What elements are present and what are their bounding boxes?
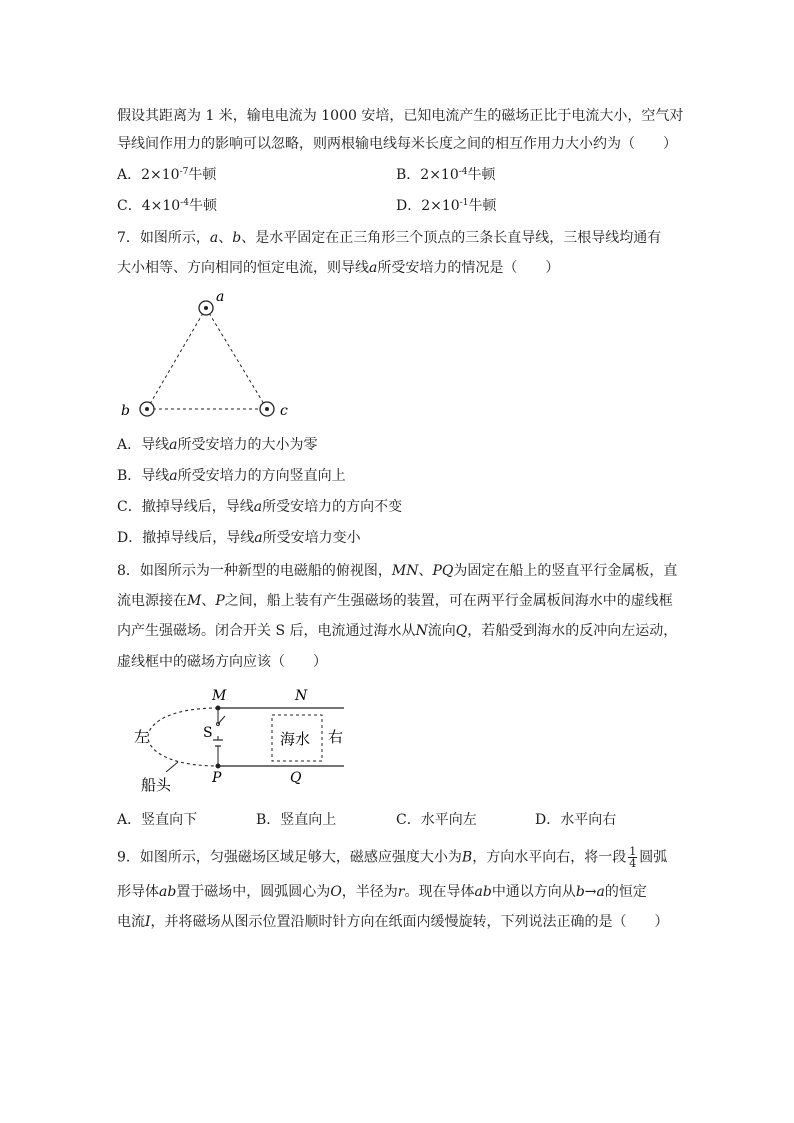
q6-option-d: D．$2\times 10^{-1}$牛顿: [396, 198, 497, 214]
q8-stem-line2: 流电源接在M、P之间，船上装有产生强磁场的装置，可在两平行金属板间海水中的虚线框: [117, 593, 673, 609]
q7-triangle-figure: [112, 288, 302, 423]
wire-c-current-out-icon: [260, 402, 274, 416]
triangle-side-ac: [206, 308, 267, 409]
label-switch-s: S: [203, 725, 213, 741]
label-seawater: 海水: [280, 730, 311, 748]
label-p: P: [212, 770, 222, 786]
wire-a-current-out-icon: [199, 301, 213, 315]
q8-option-d: D．水平向右: [535, 812, 617, 828]
q6-stem-line1: 假设其距离为 1 米，输电电流为 1000 安培，已知电流产生的磁场正比于电流大小，空气对: [117, 108, 684, 124]
q7-option-a: A．导线a所受安培力的大小为零: [117, 437, 318, 453]
switch-s-blade: [218, 716, 225, 724]
label-b: b: [121, 403, 130, 419]
q6-stem-line2: 导线间作用力的影响可以忽略，则两根输电线每米长度之间的相互作用力大小约为（ ）: [117, 136, 677, 152]
q7-option-c: C．撤掉导线后，导线a所受安培力的方向不变: [117, 499, 403, 515]
q7-stem-line2: 大小相等、方向相同的恒定电流，则导线a所受安培力的情况是（ ）: [117, 260, 560, 276]
q8-ship-figure: [130, 680, 370, 800]
label-q: Q: [290, 770, 302, 786]
q9-stem-line1: 9．如图所示，匀强磁场区域足够大，磁感应强度大小为B，方向水平向右，将一段 $\frac{1}{4}$ 圆弧: [117, 845, 668, 870]
label-a: a: [216, 289, 225, 305]
q8-option-b: B．竖直向上: [256, 812, 337, 828]
q8-stem-line1: 8．如图所示为一种新型的电磁船的俯视图，MN、PQ为固定在船上的竖直平行金属板，直: [117, 563, 678, 579]
q8-option-a: A．竖直向下: [117, 812, 198, 828]
label-n: N: [295, 688, 308, 704]
q7-option-b: B．导线a所受安培力的方向竖直向上: [117, 468, 346, 484]
label-m: M: [212, 688, 227, 704]
label-bow: 船头: [141, 776, 172, 794]
q6-option-b: B．$2\times 10^{-4}$牛顿: [396, 167, 496, 183]
q6-option-a: A．$2\times 10^{-7}$牛顿: [117, 167, 217, 183]
fraction-one-quarter: $\frac{1}{4}$: [629, 845, 637, 870]
q6-option-c: C．$4\times 10^{-4}$牛顿: [117, 198, 217, 214]
q8-stem-line3: 内产生强磁场。闭合开关 S 后，电流通过海水从N流向Q，若船受到海水的反冲向左运动，: [117, 623, 678, 639]
wire-b-current-out-icon: [140, 402, 154, 416]
q8-option-c: C．水平向左: [396, 812, 477, 828]
q8-stem-line4: 虚线框中的磁场方向应该（ ）: [117, 654, 327, 670]
label-c: c: [280, 403, 288, 419]
label-right: 右: [328, 728, 344, 746]
q7-stem-line1: 7．如图所示，a、b、是水平固定在正三角形三个顶点的三条长直导线，三根导线均通有: [117, 230, 662, 246]
bow-leader-line: [166, 762, 178, 772]
label-left: 左: [134, 728, 150, 746]
q9-stem-line3: 电流I，并将磁场从图示位置沿顺时针方向在纸面内缓慢旋转，下列说法正确的是（ ）: [117, 914, 669, 930]
q7-option-d: D．撤掉导线后，导线a所受安培力变小: [117, 530, 361, 546]
triangle-side-ab: [147, 308, 206, 409]
q9-stem-line2: 形导体ab置于磁场中，圆弧圆心为O，半径为r。现在导体ab中通以方向从b→a的恒定: [117, 884, 647, 900]
